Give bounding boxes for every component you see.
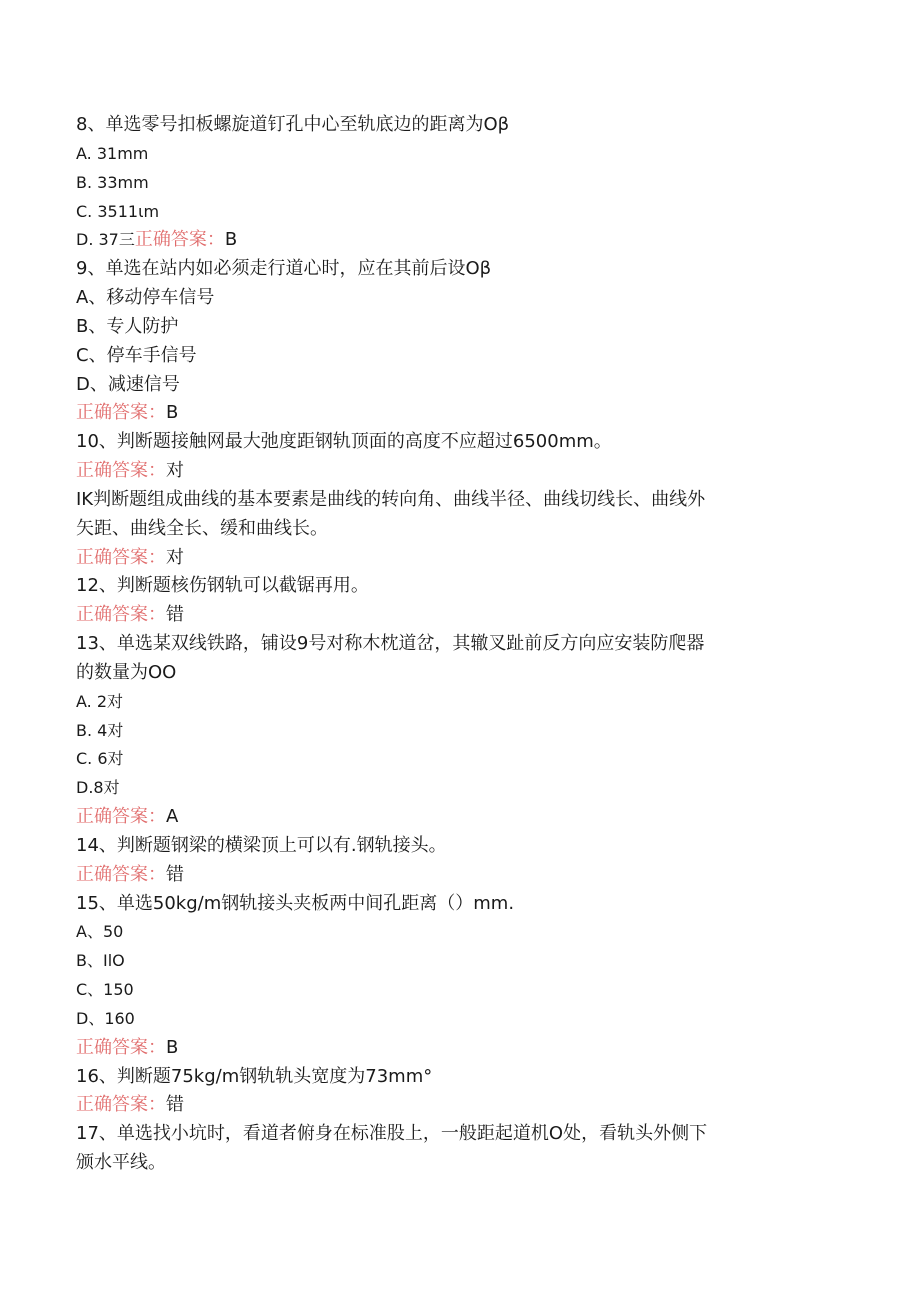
option-c: C. 6对 — [76, 749, 124, 768]
answer-value: 错 — [166, 1094, 184, 1115]
answer-line — [76, 398, 836, 427]
answer-value: B — [166, 1037, 179, 1058]
option-b: B、IlO — [76, 951, 125, 970]
answer-label: 正确答案： — [76, 547, 166, 568]
option-b: B. 33mm — [76, 173, 149, 192]
answer-line — [76, 1033, 836, 1062]
option-d: D.8对 — [76, 778, 120, 797]
question-17-cont: 颁水平线。 — [76, 1152, 166, 1173]
question-11: IK判断题组成曲线的基本要素是曲线的转向角、曲线半径、曲线切线长、曲线外 — [76, 489, 706, 510]
question-15: 15、单选50kg∕m钢轨接头夹板两中间孔距离（）mm. — [76, 893, 515, 914]
question-8: 8、单选零号扣板螺旋道钉孔中心至轨底边的距离为Oβ — [76, 114, 510, 135]
answer-value: 错 — [166, 864, 184, 885]
question-13: 13、单选某双线铁路，铺设9号对称木枕道岔，其辙叉趾前反方向应安装防爬器 — [76, 633, 705, 654]
answer-label: 正确答案： — [76, 604, 166, 625]
answer-label: 正确答案： — [134, 229, 225, 250]
answer-label: 正确答案： — [76, 1094, 166, 1115]
question-14: 14、判断题钢梁的横梁顶上可以有.钢轨接头。 — [76, 835, 447, 856]
answer-value: B — [224, 229, 238, 250]
question-13-cont: 的数量为OO — [76, 662, 177, 683]
question-11-cont: 矢距、曲线全长、缓和曲线长。 — [76, 518, 328, 539]
answer-line — [76, 600, 836, 629]
option-c: C、150 — [76, 980, 134, 999]
answer-label: 正确答案： — [76, 402, 166, 423]
option-b: B、专人防护 — [76, 316, 179, 337]
option-b: B. 4对 — [76, 721, 124, 740]
answer-label: 正确答案： — [76, 460, 166, 481]
option-d: D、160 — [76, 1009, 135, 1028]
answer-line — [76, 802, 836, 831]
option-a: A. 2对 — [76, 692, 124, 711]
answer-value: A — [166, 806, 179, 827]
option-d-with-answer — [76, 225, 836, 254]
answer-line — [76, 456, 836, 485]
option-d: D. 37三 — [76, 230, 135, 249]
option-d: D、减速信号 — [76, 374, 180, 395]
question-10: 10、判断题接触网最大弛度距钢轨顶面的高度不应超过6500mm。 — [76, 431, 612, 452]
answer-line — [76, 543, 836, 572]
answer-label: 正确答案： — [76, 1037, 166, 1058]
question-17: 17、单选找小坑时，看道者俯身在标准股上，一般距起道机O处，看轨头外侧下 — [76, 1123, 708, 1144]
answer-value: 对 — [166, 460, 184, 481]
answer-label: 正确答案： — [76, 806, 166, 827]
question-16: 16、判断题75kg∕m钢轨轨头宽度为73mm° — [76, 1066, 433, 1087]
option-a: A、移动停车信号 — [76, 287, 215, 308]
question-9: 9、单选在站内如必须走行道心时，应在其前后设Oβ — [76, 258, 492, 279]
answer-label: 正确答案： — [76, 864, 166, 885]
answer-line — [76, 860, 836, 889]
question-12: 12、判断题核伤钢轨可以截锯再用。 — [76, 575, 369, 596]
answer-line — [76, 1090, 836, 1119]
option-a: A、50 — [76, 922, 124, 941]
answer-value: 错 — [166, 604, 184, 625]
answer-value: B — [166, 402, 179, 423]
option-c: C、停车手信号 — [76, 345, 197, 366]
option-a: A. 31mm — [76, 144, 149, 163]
option-c: C. 3511ιm — [76, 202, 160, 221]
answer-value: 对 — [166, 547, 184, 568]
